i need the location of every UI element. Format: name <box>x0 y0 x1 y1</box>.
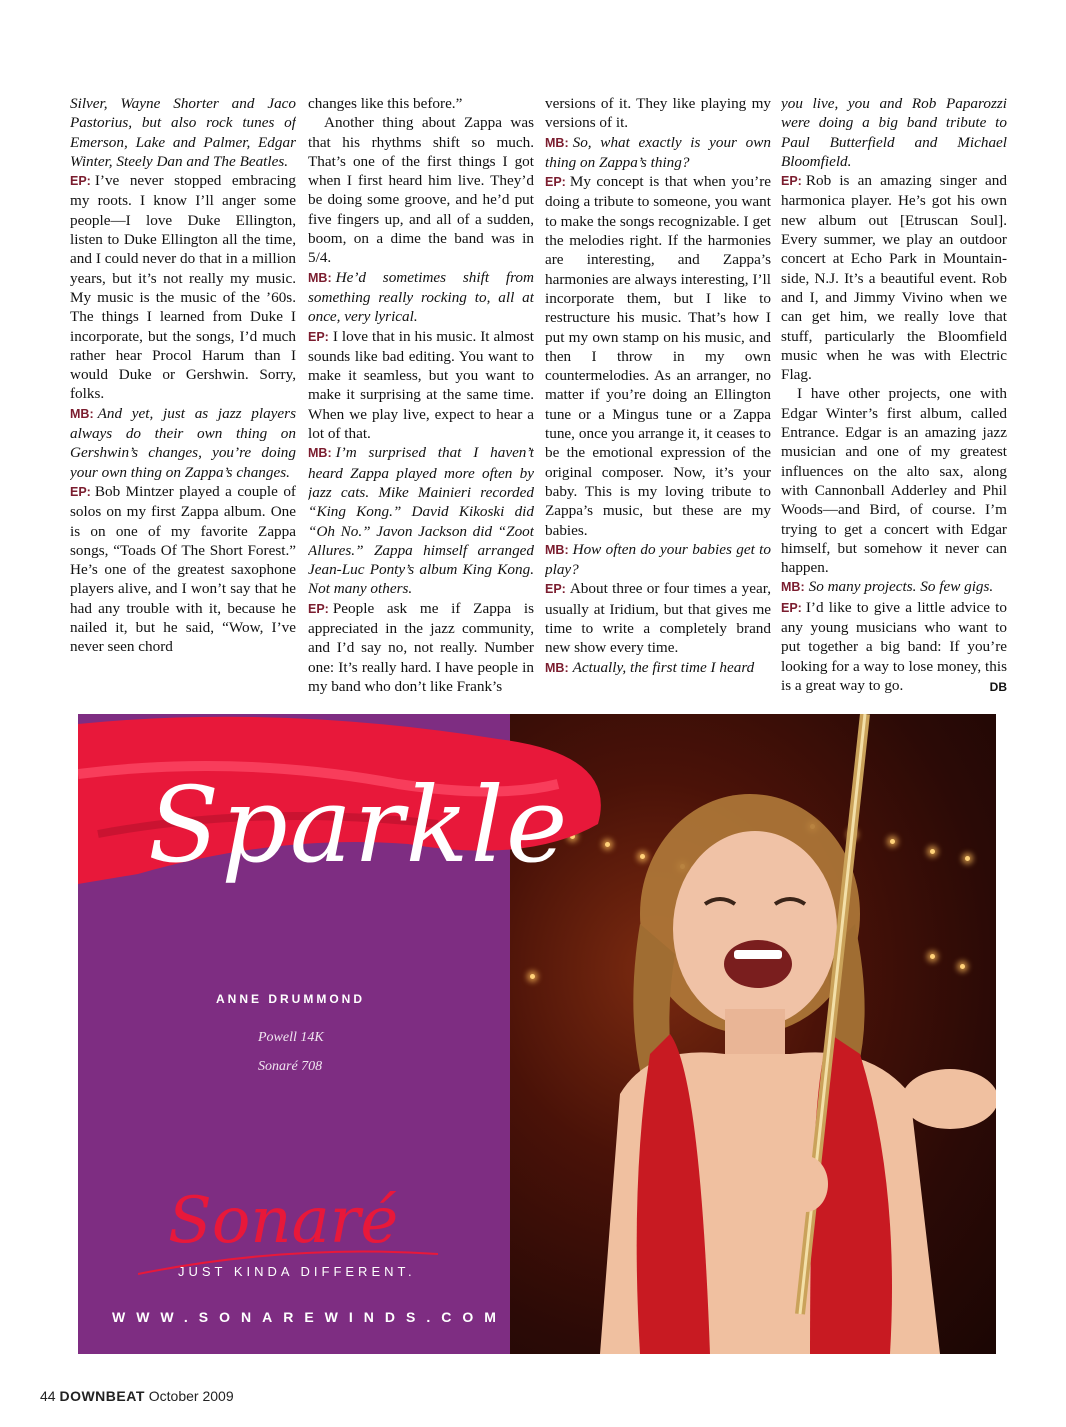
question-paragraph <box>308 268 534 327</box>
answer-paragraph <box>308 327 534 444</box>
paragraph: you live, you and Rob Paparozzi were doing a big band tribute to Paul Butterfield and Michael Bloomfield. <box>781 95 1007 170</box>
speaker-label: EP: <box>545 582 566 597</box>
article-column-4 <box>781 94 1007 694</box>
speaker-label: MB: <box>781 580 805 595</box>
question-text: So many projects. So few gigs. <box>808 578 994 596</box>
answer-paragraph <box>70 482 296 657</box>
ad-website[interactable]: WWW.SONAREWINDS.COM <box>112 1309 507 1325</box>
answer-text: My concept is that when you’re doing a tribute to someone, you want to make the songs recognizable. I get the melodies right. If the harmonies are interesting, and Zappa’s harmonies are always interesting, I’ll incorporate them, but I like to restructure his music. That’s how I put my own stamp on his music, and then I throw in my own countermelodies. As an arranger, no matter if you’re doing an Ellington tune or a Mingus tune or a Zappa tune, once you arrange it, it ceases to be the emotional expression of the original composer. Now, it’s your baby. This is my loving tribute to Zappa’s music, but these are my babies. <box>545 173 771 539</box>
question-text: I’m surprised that I haven’t heard Zappa played more often by jazz cats. Mike Mainieri recorded “King Kong.” David Kikoski did “Oh No.” Javon Jackson did “Zoot Allures.” Zappa himself arranged Jean-Luc Ponty’s album King Kong. Not many others. <box>308 444 534 598</box>
question-text: Actually, the first time I heard <box>572 658 755 676</box>
answer-paragraph <box>70 171 296 404</box>
speaker-label: MB: <box>545 660 569 675</box>
page-footer <box>40 1388 234 1404</box>
question-paragraph <box>545 658 771 678</box>
answer-text: Rob is an amazing singer and harmonica player. He’s got his own new album out [Etruscan Soul]. Every summer, we play an outdoor concert at Echo Park in Mountain-side, N.J. It’s a beautiful event. Rob and I, and Jimmy Vivino when we can get him, we really love that stuff, particularly the Bloomfield music when he was with Electric Flag. <box>781 172 1007 384</box>
question-text: He’d sometimes shift from something really rocking to, all at once, very lyrical. <box>308 268 534 326</box>
question-paragraph <box>308 443 534 598</box>
paragraph: I have other projects, one with Edgar Winter’s first album, called Entrance. Edgar is an amazing jazz musician and one of my greatest influences on the alto sax, along with Cannonball Adderley and Phil Woods—and Bird, of course. I’m trying to get a concert with Edgar himself, but somehow it never can happen. <box>781 385 1007 577</box>
speaker-label: MB: <box>545 542 569 557</box>
answer-paragraph <box>781 598 1007 694</box>
answer-text: People ask me if Zappa is appreciated in the jazz community, and I’d say no, not really. Number one: It’s really hard. I have people in my band who don’t like Frank’s <box>308 599 534 694</box>
paragraph: versions of it. They like playing my versions of it. <box>545 95 771 132</box>
article-column-2 <box>308 94 534 694</box>
answer-text: I’d like to give a little advice to any young musicians who want to put together a big band: If you’re looking for a way to lose money, this is a great way to go. <box>781 598 1007 694</box>
speaker-label: EP: <box>70 484 91 499</box>
sonare-advertisement <box>78 714 996 1354</box>
answer-paragraph <box>545 172 771 540</box>
paragraph: Silver, Wayne Shorter and Jaco Pastorius, but also rock tunes of Emerson, Lake and Palmer, Edgar Winter, Steely Dan and The Beatles. <box>70 95 296 170</box>
end-mark: DB <box>989 679 1007 694</box>
question-paragraph <box>781 577 1007 597</box>
answer-text: About three or four times a year, usually at Iridium, but that gives me time to write a completely brand new show every time. <box>545 580 771 657</box>
page-number: 44 <box>40 1388 56 1404</box>
paragraph: changes like this before.” <box>308 95 463 112</box>
question-text: How often do your babies get to play? <box>545 540 771 579</box>
speaker-label: MB: <box>70 406 94 421</box>
question-paragraph <box>545 540 771 580</box>
answer-paragraph <box>308 599 534 694</box>
speaker-label: EP: <box>781 600 802 615</box>
answer-text: I love that in his music. It almost sounds like bad editing. You want to make it seamless, but you want to make it surprising at the same time. When we play live, expect to hear a lot of that. <box>308 327 534 443</box>
speaker-label: EP: <box>70 174 91 189</box>
question-text: And yet, just as jazz players always do their own thing on Gershwin’s changes, you’re doing your own thing on Zappa’s changes. <box>70 404 296 481</box>
speaker-label: MB: <box>308 270 332 285</box>
magazine-name: DOWNBEAT <box>59 1388 145 1404</box>
speaker-label: EP: <box>308 601 329 616</box>
ad-tagline: JUST KINDA DIFFERENT. <box>178 1264 416 1279</box>
paragraph: Another thing about Zappa was that his rhythms shift so much. That’s one of the first things I got when I first heard him live. They’d be doing some groove, and he’d put five fingers up, and all of a sudden, boom, on a dime the band was in 5/4. <box>308 114 534 267</box>
answer-paragraph <box>545 579 771 657</box>
speaker-label: EP: <box>545 175 566 190</box>
speaker-label: EP: <box>781 174 802 189</box>
speaker-label: MB: <box>545 135 569 150</box>
question-paragraph <box>70 404 296 482</box>
question-text: So, what exactly is your own thing on Zappa’s thing? <box>545 133 771 171</box>
question-paragraph <box>545 133 771 173</box>
article-column-3 <box>545 94 771 694</box>
sonare-logo: Sonaré <box>168 1184 399 1258</box>
answer-text: I’ve never stopped embracing my roots. I know I’ll anger some people—I love Duke Ellington, listen to Duke Ellington all the time, and I could never do that in a million years, but it’s not really my music. My music is the music of the ’60s. The things I learned from Duke I incorporate, but the songs, I’d much rather hear Procol Harum than I would Duke or Gershwin. Sorry, folks. <box>70 172 296 403</box>
instrument-model: Powell 14K <box>258 1030 324 1045</box>
answer-text: Bob Mintzer played a couple of solos on my first Zappa album. One is on one of my favorite Zappa songs, “Toads Of The Short Forest.” He’s one of the greatest saxophone players alive, and I won’t say that he had any trouble with it, because he nailed it, but he said, “Wow, I’ve never seen chord <box>70 482 296 656</box>
answer-paragraph <box>781 171 1007 384</box>
ad-headline: Sparkle <box>148 764 570 886</box>
speaker-label: EP: <box>308 329 329 344</box>
instrument-model: Sonaré 708 <box>258 1059 323 1074</box>
speaker-label: MB: <box>308 446 332 461</box>
issue-date: October 2009 <box>148 1388 234 1404</box>
artist-name: ANNE DRUMMOND <box>216 992 365 1006</box>
article-column-1 <box>70 94 296 694</box>
